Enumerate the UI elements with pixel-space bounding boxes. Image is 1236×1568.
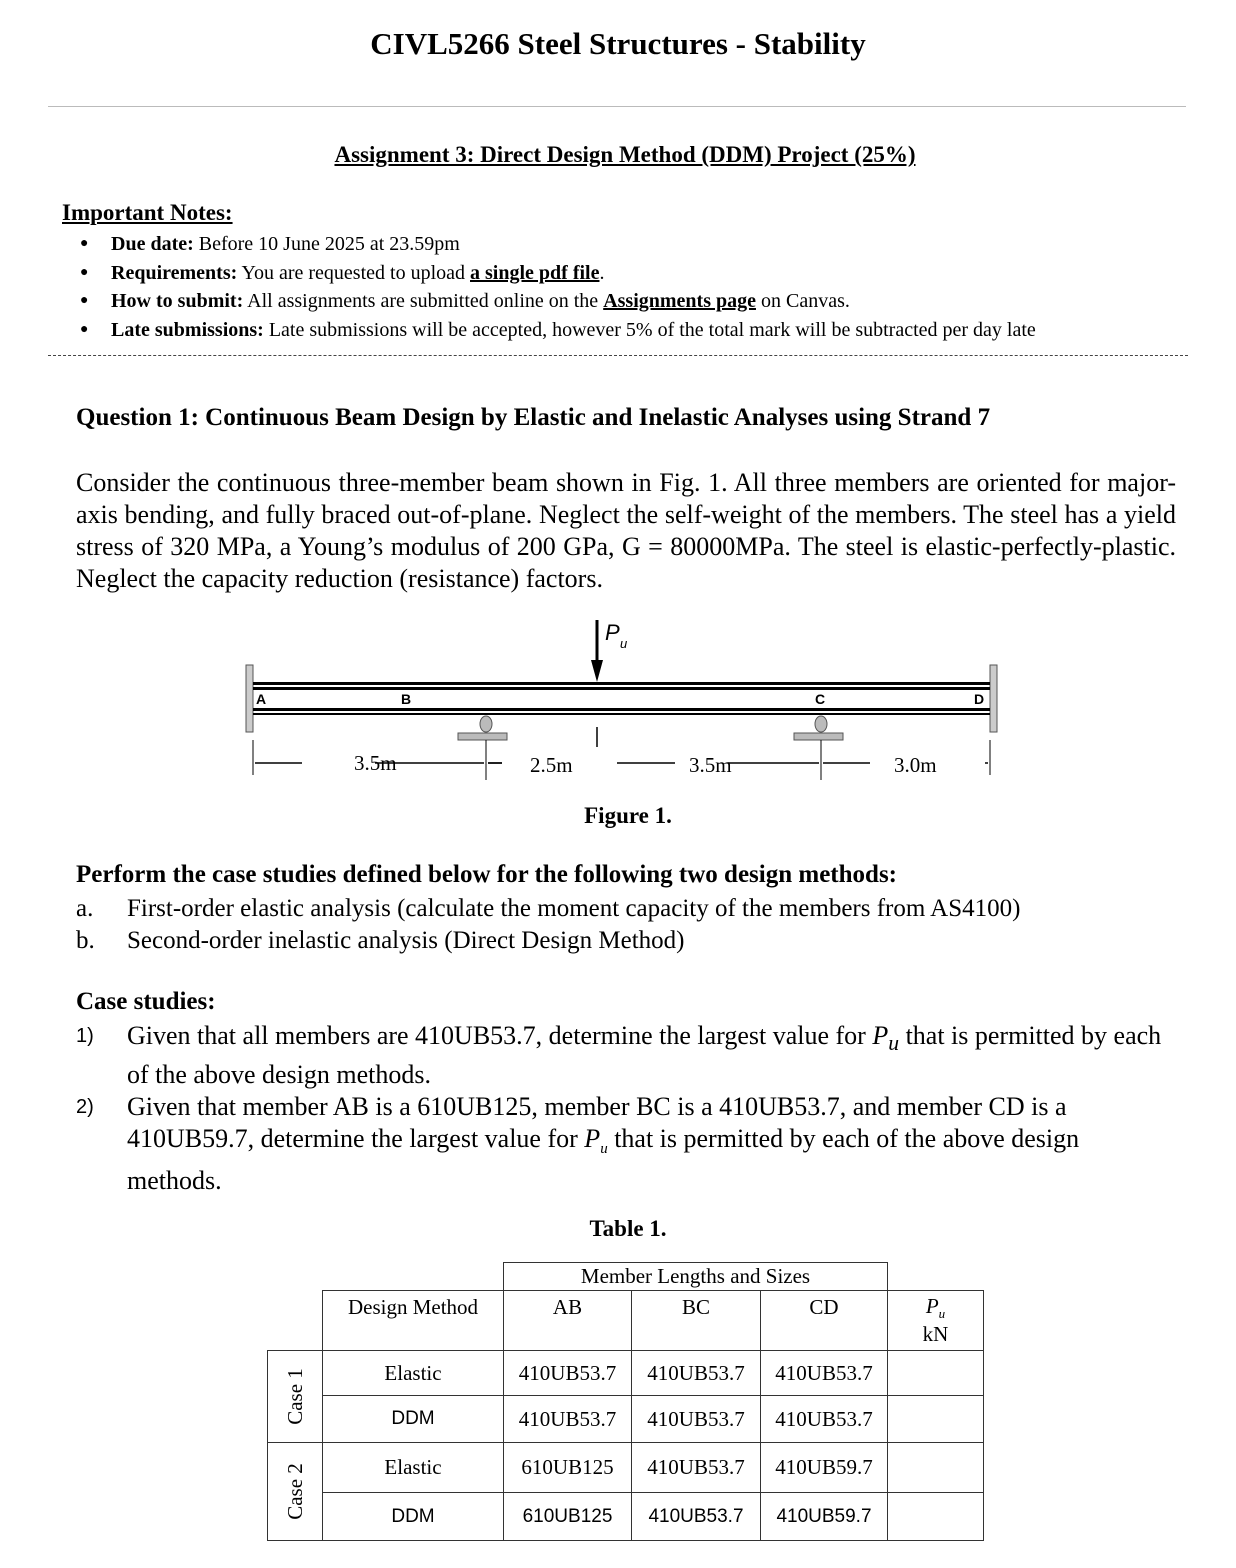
case-2-label: Case 2 <box>267 1442 323 1541</box>
roller-c <box>815 716 827 732</box>
table-cell-cd: 410UB53.7 <box>760 1395 888 1443</box>
svg-text:2.5m: 2.5m <box>530 753 573 777</box>
table-cell-bc: 410UB53.7 <box>631 1442 761 1493</box>
table-cell-ab: 410UB53.7 <box>503 1395 632 1443</box>
svg-text:P: P <box>605 620 620 645</box>
beam-top-flange <box>253 682 990 685</box>
header-pu: $P_u$ kN <box>887 1290 984 1351</box>
note-requirements: ● Requirements: You are requested to upload a single pdf file. <box>80 259 1036 288</box>
case-studies-heading: Case studies: <box>76 988 216 1015</box>
header-bc: BC <box>631 1290 761 1351</box>
pu-input-cell <box>887 1492 984 1541</box>
pu-input-cell <box>887 1350 984 1396</box>
table-cell-cd: 410UB53.7 <box>760 1350 888 1396</box>
table-cell-cd: 410UB59.7 <box>760 1442 888 1493</box>
case-item: 2) Given that member AB is a 610UB125, member BC is a 410UB53.7, and member CD is a 410UB59.7, determine the largest value for $P_u$ that is permitted by each of the above design methods. <box>76 1092 1080 1196</box>
table-cell-method: Elastic <box>322 1350 504 1396</box>
table-cell-ab: 410UB53.7 <box>503 1350 632 1396</box>
table-cell-method: Elastic <box>322 1442 504 1493</box>
question-paragraph: Consider the continuous three-member beam shown in Fig. 1. All three members are oriented for major-axis bending, and fully braced out-of-plane. Neglect the self-weight of the members. The steel has a yield stress of 320 MPa, a Young’s modulus of 200 GPa, G = 80000MPa. The steel is elastic-perfectly-plastic. Neglect the capacity reduction (resistance) factors. <box>76 468 1176 593</box>
case-studies-list <box>76 1020 1166 1197</box>
table-cell-bc: 410UB53.7 <box>631 1492 761 1541</box>
pu-input-cell <box>887 1395 984 1443</box>
single-pdf-link: a single pdf file <box>470 261 600 284</box>
notes-list <box>80 230 1036 344</box>
beam-figure <box>240 610 1010 790</box>
group-header: Member Lengths and Sizes <box>503 1262 888 1291</box>
method-item: a. First-order elastic analysis (calculate the moment capacity of the members from AS4100) <box>76 895 1021 922</box>
notes-heading: Important Notes: <box>62 200 233 225</box>
roller-b <box>480 716 492 732</box>
methods-list <box>76 893 1020 957</box>
divider <box>48 106 1186 107</box>
assignment-title: Assignment 3: Direct Design Method (DDM) Project (25%) <box>334 142 916 167</box>
table-caption: Table 1. <box>589 1216 667 1241</box>
table-cell-ab: 610UB125 <box>503 1442 632 1493</box>
method-item: b. Second-order inelastic analysis (Direct Design Method) <box>76 927 685 954</box>
table-cell-bc: 410UB53.7 <box>631 1350 761 1396</box>
case-item: 1) Given that all members are 410UB53.7, determine the largest value for $P_u$ that is permitted by each of the above design methods. <box>76 1021 1162 1090</box>
fixed-support-a <box>246 665 253 732</box>
table-cell-cd: 410UB59.7 <box>760 1492 888 1541</box>
header-cd: CD <box>760 1290 888 1351</box>
svg-text:A: A <box>256 691 267 707</box>
table-cell-method: DDM <box>322 1395 504 1443</box>
note-submit: ● How to submit: All assignments are submitted online on the Assignments page on Canvas. <box>80 287 1036 316</box>
svg-text:D: D <box>974 691 985 707</box>
course-title: CIVL5266 Steel Structures - Stability <box>370 26 866 61</box>
header-ab: AB <box>503 1290 632 1351</box>
table-cell-ab: 610UB125 <box>503 1492 632 1541</box>
fixed-support-d <box>990 665 997 732</box>
svg-text:u: u <box>620 636 628 651</box>
note-due: ● Due date: Before 10 June 2025 at 23.59pm <box>80 230 1036 259</box>
note-late: ● Late submissions: Late submissions will be accepted, however 5% of the total mark will be subtracted per day late <box>80 316 1036 345</box>
assignments-page-link[interactable]: Assignments page <box>603 290 756 312</box>
svg-text:C: C <box>815 691 826 707</box>
question-title: Question 1: Continuous Beam Design by Elastic and Inelastic Analyses using Strand 7 <box>76 404 991 431</box>
header-design-method: Design Method <box>322 1290 504 1351</box>
svg-text:3.5m: 3.5m <box>689 753 732 777</box>
svg-text:3.0m: 3.0m <box>894 753 937 777</box>
figure-caption: Figure 1. <box>584 803 672 828</box>
pu-input-cell <box>887 1442 984 1493</box>
table-cell-method: DDM <box>322 1492 504 1541</box>
svg-text:B: B <box>401 691 412 707</box>
case-1-label: Case 1 <box>267 1350 323 1443</box>
svg-text:3.5m: 3.5m <box>354 751 397 775</box>
dashed-divider <box>48 355 1188 356</box>
beam-bottom-flange <box>253 708 990 711</box>
methods-intro: Perform the case studies defined below for the following two design methods: <box>76 861 897 888</box>
table-cell-bc: 410UB53.7 <box>631 1395 761 1443</box>
